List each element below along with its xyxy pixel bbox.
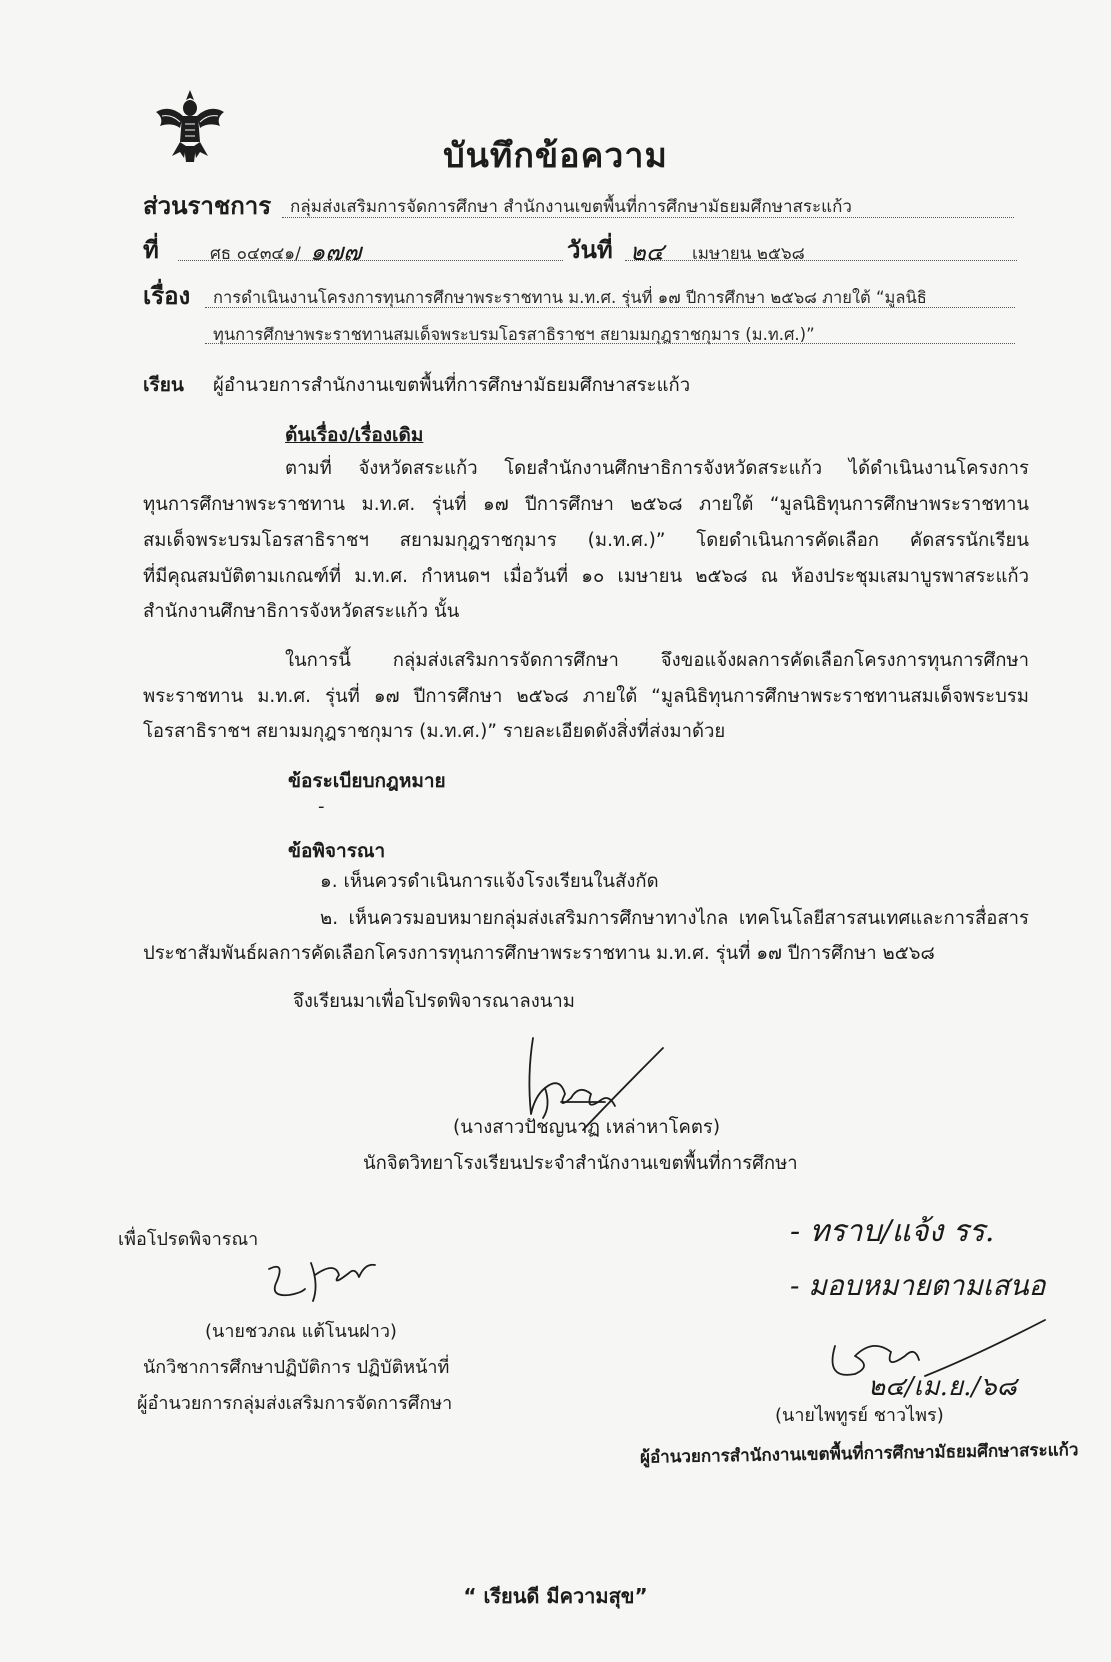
signer1-name: (นางสาวปัชญนาฏ เหล่าหาโคตร) <box>453 1117 721 1138</box>
signer2-note: เพื่อโปรดพิจารณา <box>118 1229 259 1250</box>
para2-line-3: โอรสาธิราชฯ สยามมกุฎราชกุมาร (ม.ท.ศ.)” รายละเอียดดังสิ่งที่ส่งมาด้วย <box>143 721 726 742</box>
signer3-note-line-2: - มอบหมายตามเสนอ <box>790 1269 1046 1302</box>
signer3-note-line-1: - ทราบ/แจ้ง รร. <box>790 1214 995 1249</box>
para2-line-2: พระราชทาน ม.ท.ศ. รุ่นที่ ๑๗ ปีการศึกษา ๒๕๖๘ ภายใต้ “มูลนิธิทุนการศึกษาพระราชทานสมเด็จพระบรม <box>143 686 1029 707</box>
consideration-item-2-line-1: ๒. เห็นควรมอบหมายกลุ่มส่งเสริมการศึกษาทางไกล เทคโนโลยีสารสนเทศและการสื่อสาร <box>320 908 1029 929</box>
agency-underline <box>282 217 1014 218</box>
background-line-1: ตามที่ จังหวัดสระแก้ว โดยสำนักงานศึกษาธิการจังหวัดสระแก้ว ได้ดำเนินงานโครงการ <box>285 458 1029 479</box>
background-line-5: สำนักงานศึกษาธิการจังหวัดสระแก้ว นั้น <box>143 601 460 622</box>
date-label: วันที่ <box>567 236 613 264</box>
para2-line-1: ในการนี้ กลุ่มส่งเสริมการจัดการศึกษา จึงขอแจ้งผลการคัดเลือกโครงการทุนการศึกษา <box>285 650 1029 671</box>
signer2-signature <box>255 1245 385 1305</box>
footer-slogan: “ เรียนดี มีความสุข” <box>463 1584 648 1608</box>
consideration-item-1: ๑. เห็นควรดำเนินการแจ้งโรงเรียนในสังกัด <box>320 871 659 892</box>
background-line-3: สมเด็จพระบรมโอรสาธิราชฯ สยามมกุฎราชกุมาร (ม.ท.ศ.)” โดยดำเนินการคัดเลือก คัดสรรนักเรียน <box>143 530 1029 551</box>
subject-line-1: การดำเนินงานโครงการทุนการศึกษาพระราชทาน ม.ท.ศ. รุ่นที่ ๑๗ ปีการศึกษา ๒๕๖๘ ภายใต้ “มูลนิธิ <box>213 288 927 307</box>
regulations-value: - <box>318 796 325 817</box>
to-label: เรียน <box>143 374 184 396</box>
background-line-4: ที่มีคุณสมบัติตามเกณฑ์ที่ ม.ท.ศ. กำหนดฯ เมื่อวันที่ ๑๐ เมษายน ๒๕๖๘ ณ ห้องประชุมเสมาบูรพาสระแก้ว <box>143 566 1029 587</box>
consideration-item-2-line-2: ประชาสัมพันธ์ผลการคัดเลือกโครงการทุนการศึกษาพระราชทาน ม.ท.ศ. รุ่นที่ ๑๗ ปีการศึกษา ๒๕๖๘ <box>143 943 935 964</box>
signer1-position: นักจิตวิทยาโรงเรียนประจำสำนักงานเขตพื้นที่การศึกษา <box>363 1153 798 1174</box>
signer2-position-line-1: นักวิชาการศึกษาปฏิบัติการ ปฏิบัติหน้าที่ <box>143 1357 450 1378</box>
to-value: ผู้อำนวยการสำนักงานเขตพื้นที่การศึกษามัธยมศึกษาสระแก้ว <box>213 375 691 396</box>
signer3-position: ผู้อำนวยการสำนักงานเขตพื้นที่การศึกษามัธยมศึกษาสระแก้ว <box>639 1440 1079 1468</box>
date-underline <box>625 260 1017 261</box>
ref-underline <box>178 260 563 261</box>
consideration-heading: ข้อพิจารณา <box>288 840 386 862</box>
subject-line-2: ทุนการศึกษาพระราชทานสมเด็จพระบรมโอรสาธิราชฯ สยามมกุฎราชกุมาร (ม.ท.ศ.)” <box>213 325 815 344</box>
ref-label: ที่ <box>143 236 159 264</box>
subject-underline-2 <box>205 343 1015 344</box>
signer2-name: (นายชวภณ แต้โนนฝาว) <box>205 1321 397 1342</box>
date-rest: เมษายน ๒๕๖๘ <box>692 244 805 264</box>
agency-value: กลุ่มส่งเสริมการจัดการศึกษา สำนักงานเขตพื้นที่การศึกษามัธยมศึกษาสระแก้ว <box>290 197 852 217</box>
signer3-date-handwritten: ๒๔/เม.ย./๖๘ <box>868 1372 1017 1402</box>
agency-label: ส่วนราชการ <box>143 192 272 220</box>
signer3-name: (นายไพทูรย์ ชาวไพร) <box>775 1405 944 1426</box>
ref-value: ศธ ๐๔๓๔๑/ <box>210 244 301 264</box>
closing-text: จึงเรียนมาเพื่อโปรดพิจารณาลงนาม <box>293 991 575 1012</box>
signer2-position-line-2: ผู้อำนวยการกลุ่มส่งเสริมการจัดการศึกษา <box>137 1393 453 1414</box>
background-line-2: ทุนการศึกษาพระราชทาน ม.ท.ศ. รุ่นที่ ๑๗ ปีการศึกษา ๒๕๖๘ ภายใต้ “มูลนิธิทุนการศึกษาพระราชทาน <box>143 494 1029 515</box>
regulations-heading: ข้อระเบียบกฎหมาย <box>288 770 446 792</box>
memo-title: บันทึกข้อความ <box>443 136 668 176</box>
subject-label: เรื่อง <box>143 282 191 310</box>
background-heading: ต้นเรื่อง/เรื่องเดิม <box>285 424 424 446</box>
ref-number-handwritten: ๑๗๗ <box>310 238 362 266</box>
date-day-handwritten: ๒๔ <box>630 238 664 266</box>
subject-underline-1 <box>205 307 1015 308</box>
